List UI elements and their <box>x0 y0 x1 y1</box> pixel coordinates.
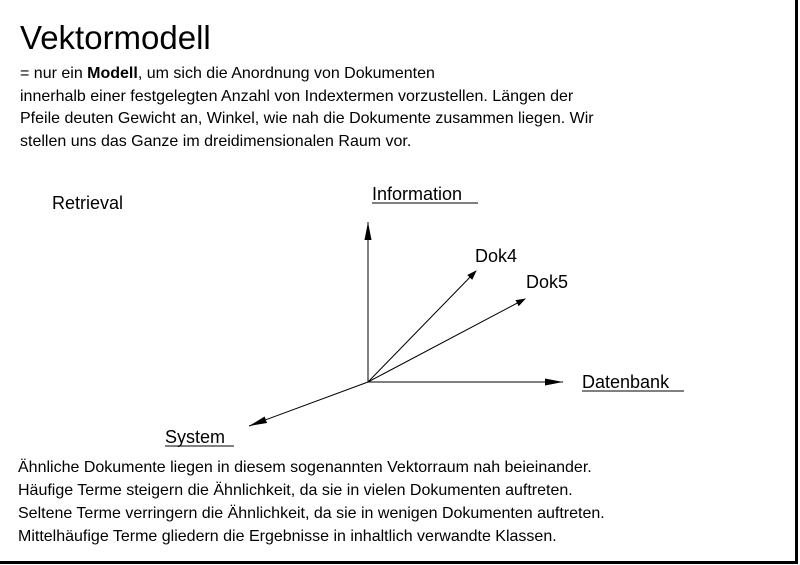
summary-line-1: Ähnliche Dokumente liegen in diesem sogenannten Vektorraum nah beieinander. <box>18 459 592 476</box>
intro-bold-term: Modell <box>87 65 138 82</box>
summary-line-2: Häufige Terme steigern die Ähnlichkeit, da sie in vielen Dokumenten auftreten. <box>18 482 573 499</box>
intro-line-1-rest: , um sich die Anordnung von Dokumenten <box>137 65 435 82</box>
label-dok5: Dok5 <box>526 272 569 292</box>
summary-line-3: Seltene Terme verringern die Ähnlichkeit, da sie in wenigen Dokumenten auftreten. <box>18 505 605 522</box>
vector-dok5 <box>368 299 525 382</box>
intro-line-2: innerhalb einer festgelegten Anzahl von Indextermen vorzustellen. Längen der <box>20 87 574 105</box>
label-system: System <box>165 427 226 447</box>
label-datenbank: Datenbank <box>582 372 670 392</box>
axis-system <box>249 382 368 426</box>
intro-line-4: stellen uns das Ganze im dreidimensionalen Raum vor. <box>20 132 412 150</box>
page-title: Vektormodell <box>20 19 211 56</box>
label-retrieval: Retrieval <box>52 193 124 213</box>
summary-line-4: Mittelhäufige Terme gliedern die Ergebnisse in inhaltlich verwandte Klassen. <box>18 528 557 545</box>
intro-prefix: = nur ein <box>20 65 88 82</box>
label-dok4: Dok4 <box>475 246 518 266</box>
intro-line-3: Pfeile deuten Gewicht an, Winkel, wie nah die Dokumente zusammen liegen. Wir <box>20 110 594 127</box>
vector-dok4 <box>368 271 476 382</box>
summary-text <box>18 456 778 548</box>
label-information: Information <box>372 184 463 204</box>
